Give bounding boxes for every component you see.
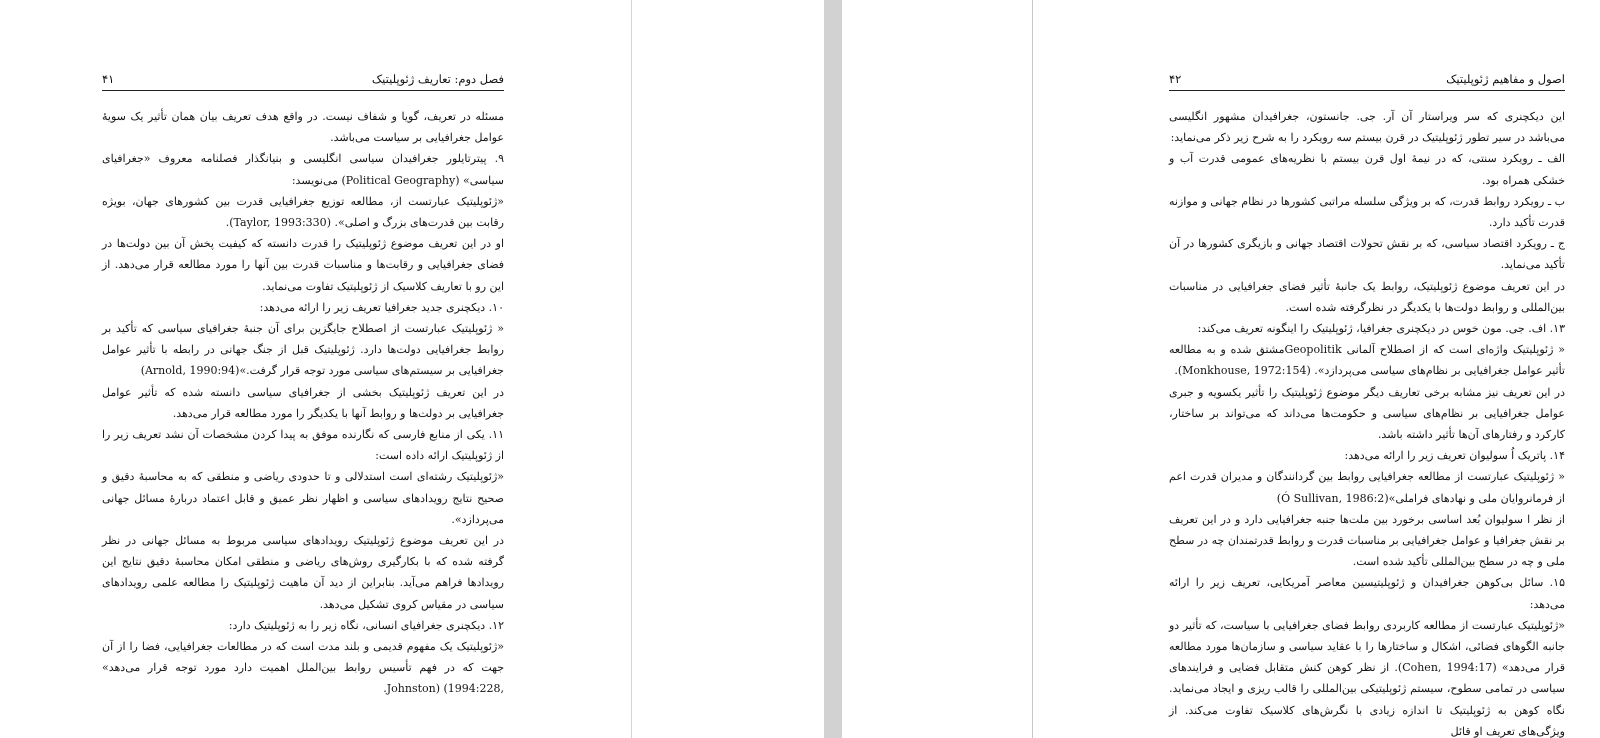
page-spine-divider — [824, 0, 842, 738]
paragraph: « ژئوپلیتیک عبارتست از اصطلاح جایگزین برای آن جنبهٔ جغرافیای سیاسی که تأکید بر روابط جغرافیایی دولت‌ها دارد. ژئوپلیتیک قبل از جنگ جهانی در رابطه با تأثیر عوامل جغرافیایی بر سیستم‌های سیاسی مورد توجه قرار گرفت.»(Arnold, 1990:94) — [102, 322, 504, 378]
paragraph: ۱۲. دیکچنری جغرافیای انسانی، نگاه زیر را به ژئوپلیتیک دارد: — [228, 618, 504, 632]
right-page-body — [1169, 106, 1565, 738]
right-page — [1032, 0, 1600, 738]
page-gap — [842, 0, 1032, 738]
left-page — [0, 0, 632, 738]
paragraph: ۱۰. دیکچنری جدید جغرافیا تعریف زیر را ارائه می‌دهد: — [259, 300, 504, 314]
paragraph: در این تعریف موضوع ژئوپلیتیک، روابط یک جانبهٔ تأثیر فضای جغرافیایی در مناسبات بین‌المللی و روابط دولت‌ها با یکدیگر در نظرگرفته شده است. — [1169, 279, 1565, 314]
paragraph: «ژئوپلیتیک عبارتست از، مطالعه توزیع جغرافیایی قدرت بین کشورهای جهان، بویژه رقابت بین قدرت‌های بزرگ و اصلی». (Taylor, 1993:330). — [102, 194, 504, 230]
paragraph: ۱۴. پاتریک اُ سولیوان تعریف زیر را ارائه می‌دهد: — [1344, 449, 1565, 463]
paragraph: از نظر ا سولیوان بُعد اساسی برخورد بین ملت‌ها جنبه جغرافیایی دارد و در این تعریف بر نقش جغرافیا و عوامل جغرافیایی بر مناسبات قدرت و روابط قدرتمندان چه در سطح ملی و چه در سطح بین‌المللی تأکید شده است. — [1169, 512, 1565, 569]
paragraph: «ژئوپلیتیک یک مفهوم قدیمی و بلند مدت است که در مطالعات جغرافیایی، فضا را از آن جهت که در فهم تأسیس روابط بین‌الملل اهمیت دارد مورد توجه قرار می‌دهد» ,Johnston) (1994:228. — [102, 640, 504, 696]
paragraph: در این تعریف موضوع ژئوپلیتیک رویدادهای سیاسی مربوط به مسائل جهانی در نظر گرفته شده که با بکارگیری روش‌های ریاضی و منطقی امکان محاسبهٔ دقیق نتایج این رویدادها فراهم می‌آید. بنابراین از دید آن ماهیت ژئوپلیتیک را مطالعه علمی رویدادهای سیاسی در مقیاس کروی تشکیل می‌دهد. — [102, 534, 504, 611]
paragraph: ب ـ رویکرد روابط قدرت، که بر ویژگی سلسله مراتبی کشورها در نظام جهانی و موازنه قدرت تأکید دارد. — [1169, 194, 1565, 230]
page-gap — [632, 0, 824, 738]
paragraph: ج ـ رویکرد اقتصاد سیاسی، که بر نقش تحولات اقتصاد جهانی و بازیگری کشورها در آن تأکید می‌نماید. — [1169, 237, 1565, 272]
paragraph: «ژئوپلیتیک عبارتست از مطالعه کاربردی روابط فضای جغرافیایی با سیاست، که تأثیر دو جانبه الگوهای فضائی، اشکال و ساختارها را با عقاید سیاسی و سازمان‌ها مورد مطالعه قرار می‌دهد» (Cohen, 1994:17). از نظر کوهن کنش متقابل فضایی و فرایندهای سیاسی در تمامی سطوح، سیستم ژئوپلیتیکی بین‌المللی را قالب ریزی و ایجاد می‌نماید. نگاه کوهن به ژئوپلیتیک تا اندازه زیادی با نگرش‌های کلاسیک تفاوت می‌کند. از ویژگی‌های تعریف او قائل — [1169, 618, 1565, 738]
paragraph: ۱۱. یکی از منابع فارسی که نگارنده موفق به پیدا کردن مشخصات آن نشد تعریف زیر را از ژئوپلیتیک ارائه داده است: — [102, 428, 504, 463]
paragraph: در این تعریف نیز مشابه برخی تعاریف دیگر موضوع ژئوپلیتیک را تأثیر یکسویه و جبری عوامل جغرافیایی بر نظام‌های سیاسی و حکومت‌ها می‌داند که می‌تواند بر ساختار، کارکرد و رفتارهای آن‌ها تأثیر داشته باشد. — [1169, 385, 1565, 442]
left-page-header — [102, 70, 504, 91]
right-page-number: ۴۲ — [1169, 72, 1182, 86]
left-page-number: ۴۱ — [102, 72, 115, 86]
paragraph: الف ـ رویکرد سنتی، که در نیمهٔ اول قرن بیستم با نظریه‌های عمومی قدرت آب و خشکی همراه بود. — [1169, 152, 1565, 187]
paragraph: « ژئوپلیتیک عبارتست از مطالعه جغرافیایی روابط بین گردانندگان و مدیران قدرت اعم از فرمانروایان ملی و نهادهای فراملی»(Ó Sullivan, 1986:2) — [1169, 470, 1565, 505]
paragraph: در این تعریف ژئوپلیتیک بخشی از جغرافیای سیاسی دانسته شده که تأثیر عوامل جغرافیایی بر دولت‌ها و روابط آنها با یکدیگر را مورد مطالعه قرار می‌دهد. — [102, 385, 504, 420]
right-page-header-title: اصول و مفاهیم ژئوپلیتیک — [1446, 72, 1565, 86]
paragraph: او در این تعریف موضوع ژئوپلیتیک را قدرت دانسته که کیفیت پخش آن بین دولت‌ها در فضای جغرافیایی و رقابت‌ها و مناسبات قدرت بین آنها را مورد مطالعه قرار می‌دهد. از این رو با تعاریف کلاسیک از ژئوپلیتیک تفاوت می‌نماید. — [102, 237, 504, 293]
paragraph: این دیکچنری که سر ویراستار آن آر. جی. جانستون، جغرافیدان مشهور انگلیسی می‌باشد در سیر تطور ژئوپلیتیک در قرن بیستم سه رویکرد را به شرح زیر ذکر می‌نماید: — [1169, 110, 1565, 145]
left-page-body — [102, 106, 504, 700]
paragraph: ۱۵. سائل بی‌کوهن جغرافیدان و ژئوپلیتیسین معاصر آمریکایی، تعریف زیر را ارائه می‌دهد: — [1169, 576, 1565, 611]
paragraph: ۹. پیترتایلور جغرافیدان سیاسی انگلیسی و بنیانگذار فصلنامه معروف «جغرافیای سیاسی» (Political Geography) می‌نویسد: — [102, 152, 504, 187]
paragraph: مسئله در تعریف، گویا و شفاف نیست. در واقع هدف تعریف بیان همان تأثیر یک سویهٔ عوامل جغرافیایی بر سیاست می‌باشد. — [102, 110, 504, 145]
paragraph: « ژئوپلیتیک واژه‌ای است که از اصطلاح آلمانی Geopolitikمشتق شده و به مطالعه تأثیر عوامل جغرافیایی بر نظام‌های سیاسی می‌پردازد». (Monkhouse, 1972:154). — [1169, 343, 1565, 378]
right-page-header — [1169, 70, 1565, 91]
paragraph: «ژئوپلیتیک رشته‌ای است استدلالی و تا حدودی ریاضی و منطقی که به محاسبهٔ دقیق و صحیح نتایج رویدادهای سیاسی و اظهار نظر عمیق و قابل اعتماد دربارهٔ مسائل جهانی می‌پردازد». — [102, 470, 504, 526]
left-page-header-title: فصل دوم: تعاریف ژئوپلیتیک — [371, 72, 504, 86]
paragraph: ۱۳. اف. جی. مون خوس در دیکچنری جغرافیا، ژئوپلیتیک را اینگونه تعریف می‌کند: — [1197, 322, 1565, 336]
